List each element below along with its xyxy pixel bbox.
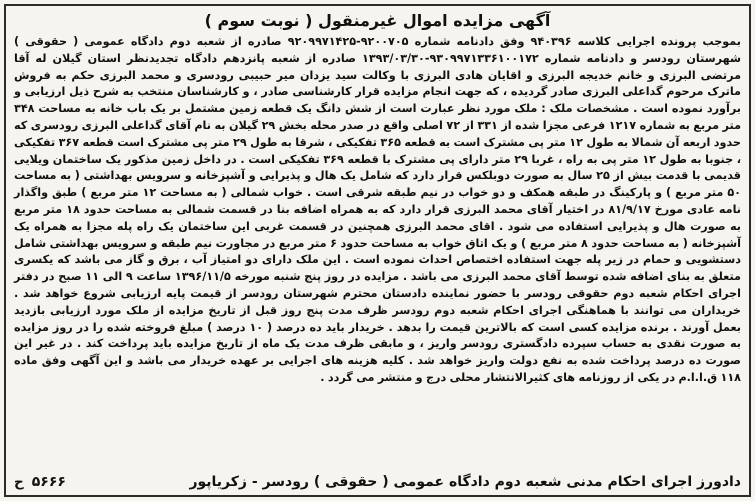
notice-frame (4, 4, 751, 497)
notice-title: آگهی مزایده اموال غیرمنقول ( نوبت سوم ) (204, 11, 551, 30)
notice-prefix: ح (14, 474, 24, 490)
notice-reference (14, 474, 66, 490)
notice-footer (14, 472, 741, 492)
notice-paragraph-intro: بموجب پرونده اجرایی کلاسه ۹۴۰۳۹۶ وفق دادنامه شماره ۹۲۰۰۷۰۵-۹۲۰۹۹۷۱۴۲۵ صادره از شعبه دوم دادگاه عمومی ( حقوقی ) شهرستان رودسر و دادنامه شماره ۹۳۰۹۹۷۱۳۳۶۱۰۰۱۷۲-۱۳۹۳/۰۳/۳۰ صادره از شعبه پانزدهم دادگاه تجدیدنظر استان گیلان له آقا مرتضی البرزی و خانم خدیجه البرزی و اقایان هادی البرزی با وکالت سید یزدان میر حبیبی رودسری و محمد البرزی حکم به فروش ماترک مرحوم گداعلی البرزی صادر گردیده ، که جهت انجام مزایده قرار کارشناسی صادر ، و کارشناسان منتخب به شرح ذیل ارزیابی و برآورد نموده است . (14, 35, 742, 116)
notice-issuer: دادورز اجرای احکام مدنی شعبه دوم دادگاه عمومی ( حقوقی ) رودسر - زکریاپور (189, 474, 741, 490)
notice-code: ۵۶۶۶ (31, 474, 66, 490)
notice-paragraph-property: مشخصات ملک : ملک مورد نظر عبارت است از شش دانگ یک قطعه زمین مشتمل بر یک باب خانه به مساحت ۳۴۸ متر مربع به شماره ۱۲۱۷ فرعی مجزا شده از ۳۳۱ از ۷۲ اصلی واقع در صدر محله بخش ۲۹ گیلان به نام آقای گداعلی البرزی رودسری که حدود اربعه آن شمالا به طول ۱۲ متر پی مشترک است به قطعه ۳۶۵ تفکیکی ، شرقا به طول ۲۹ متر پی مشترک است قطعه ۳۶۷ تفکیکی ، جنوبا به طول ۱۲ متر پی به راه ، غربا ۲۹ متر دارای پی مشترک با قطعه ۳۶۹ تفکیکی است . در داخل زمین مذکور یک ساختمان ویلایی قدیمی با قدمت بیش از ۲۵ سال به صورت دوبلکس قرار دارد که شامل یک هال و پذیرایی و آشپزخانه و سرویس بهداشتی ( به مساحت ۵۰ متر مربع ) و پارکینگ در طبقه همکف و دو خواب در نیم طبقه شرقی است . خواب شمالی ( به مساحت ۱۲ متر مربع ) طبق واگذار نامه عادی مورخ ۸۱/۹/۱۷ در اختیار آقای محمد البرزی قرار دارد که به همراه اضافه بنا در قسمت شمالی به مساحت حدود ۱۸ متر مربع به صورت هال و پذیرایی استفاده می شود . اقای محمد البرزی همچنین در قسمت غربی این ساختمان یک راه پله مجزا به همراه یک آشپزخانه ( به مساحت حدود ۸ متر مربع ) و یک اتاق خواب به مساحت حدود ۶ متر مربع در مجاورت نیم طبقه و سرویس بهداشتی شامل دستشویی و حمام در زیر پله جهت استفاده اختصاص احداث نموده است . این ملک دارای دو امتیاز آب ، برق و گاز می باشد که یکسری متعلق به بنای اضافه شده توسط آقای محمد البرزی می باشد . مزایده در روز پنج شنبه مورخه ۱۳۹۶/۱۱/۵ ساعت ۹ الی ۱۱ صبح در دفتر اجرای احکام شعبه دوم حقوقی رودسر با حضور نماینده دادستان محترم شهرستان رودسر از قیمت پایه ارزیابی شروع خواهد شد . خریداران می توانند با هماهنگی اجرای احکام شعبه دوم رودسر ظرف مدت پنج روز قبل از تاریخ مزایده از ملک مورد ارزیابی بازدید بعمل آورند . برنده مزایده کسی است که بالاترین قیمت را بدهد . خریدار باید ده درصد ( ۱۰ درصد ) مبلغ فروخته شده را در روز مزایده به صورت نقدی به حساب سپرده دادگستری رودسر واریز ، و مابقی ظرف مدت یک ماه از تاریخ مزایده باید پرداخت کند . در غیر این صورت ده درصد پرداخت شده به نفع دولت واریز خواهد شد . کلیه هزینه های اجرایی بر عهده خریدار می باشد و این آگهی وفق ماده ۱۱۸ ق.ا.ا.م در یکی از روزنامه های کثیرالانتشار محلی درج و منتشر می گردد . (14, 102, 742, 384)
notice-body (14, 34, 741, 387)
